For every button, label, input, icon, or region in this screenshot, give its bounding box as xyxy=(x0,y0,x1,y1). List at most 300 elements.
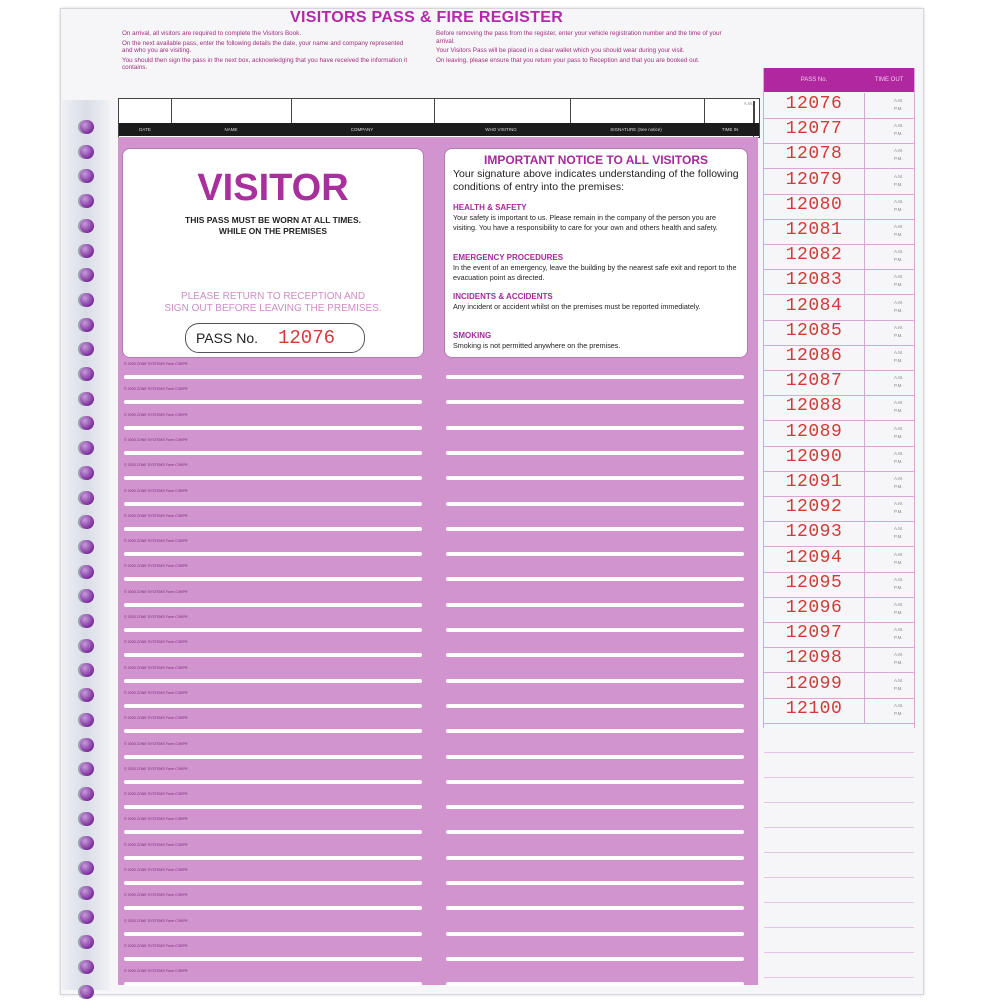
pass-edge xyxy=(446,502,744,506)
date-cell[interactable] xyxy=(119,99,172,123)
notice-title: IMPORTANT NOTICE TO ALL VISITORS xyxy=(483,153,708,167)
pass-footer: © 2005 ZONE SYSTEMS Form CVBPR xyxy=(124,665,188,670)
binder-ring xyxy=(80,219,94,233)
pass-edge xyxy=(124,932,422,936)
pass-edge xyxy=(446,476,744,480)
notice-card xyxy=(444,148,748,358)
pm-label: P.M. xyxy=(894,584,903,590)
pass-number: 12076 xyxy=(278,327,336,349)
column-divider xyxy=(864,647,865,672)
pm-label: P.M. xyxy=(894,282,903,288)
time-out-ampm[interactable] xyxy=(894,122,903,138)
column-divider xyxy=(864,345,865,370)
am-label: A.M. xyxy=(894,324,904,330)
section-heading: EMERGENCY PROCEDURES xyxy=(453,253,564,262)
pm-label: P.M. xyxy=(894,610,903,615)
register-row[interactable] xyxy=(764,521,914,547)
column-divider xyxy=(864,219,865,244)
pass-edge xyxy=(446,400,744,404)
column-divider xyxy=(864,269,865,294)
column-divider xyxy=(864,143,865,168)
register-row[interactable] xyxy=(764,572,914,598)
binder-ring xyxy=(80,639,94,653)
register-pass-number: 12080 xyxy=(785,194,843,215)
pass-footer: © 2005 ZONE SYSTEMS Form CVBPR xyxy=(124,868,188,872)
register-pass-number: 12089 xyxy=(785,421,843,442)
am-label: A.M. xyxy=(894,198,904,204)
pm-label: P.M. xyxy=(894,358,903,363)
am-label: A.M. xyxy=(894,148,904,154)
am-label: A.M. xyxy=(894,501,904,507)
register-row[interactable] xyxy=(764,698,914,724)
pass-edge xyxy=(446,426,744,430)
pass-footer: © 2005 ZONE SYSTEMS Form CVBPR xyxy=(124,589,188,594)
blank-register-line xyxy=(764,752,914,753)
am-label: A.M. xyxy=(894,602,904,607)
blank-register-line xyxy=(764,902,914,903)
am-label: A.M. xyxy=(894,677,904,683)
register-pass-number: 12086 xyxy=(785,346,843,366)
register-entry-row[interactable] xyxy=(118,98,760,138)
register-column-header xyxy=(764,68,914,92)
binder-ring xyxy=(80,293,94,307)
pass-edge xyxy=(446,603,744,607)
am-label: A.M. xyxy=(894,274,904,280)
am-label: A.M. xyxy=(894,450,904,456)
register-row[interactable] xyxy=(764,244,914,270)
binder-ring xyxy=(80,787,94,801)
binder-ring xyxy=(80,441,94,455)
pass-footer: © 2005 ZONE SYSTEMS Form CVBPR xyxy=(124,766,188,771)
blank-register-line xyxy=(764,802,914,803)
column-divider xyxy=(864,118,865,143)
register-pass-number: 12079 xyxy=(785,169,843,190)
am-label: A.M. xyxy=(894,476,904,481)
binder-ring xyxy=(80,565,94,579)
pass-edge xyxy=(446,932,744,936)
pass-edge xyxy=(446,527,744,531)
pass-edge xyxy=(124,476,422,480)
register-row[interactable] xyxy=(764,143,914,169)
pass-footer: © 2005 ZONE SYSTEMS Form CVBPR xyxy=(124,513,188,518)
register-row[interactable] xyxy=(764,673,914,699)
pass-edge xyxy=(446,906,744,910)
register-pass-number: 12083 xyxy=(785,270,843,291)
pm-label: P.M. xyxy=(894,559,903,565)
pm-label: P.M. xyxy=(894,332,903,338)
pass-edge xyxy=(124,982,422,986)
pass-label: PASS No. xyxy=(196,330,258,346)
instruction-text: Your Visitors Pass will be placed in a clear wallet which you should wear during your visit. xyxy=(436,47,685,55)
pass-edge xyxy=(124,957,422,961)
column-labels xyxy=(119,123,759,136)
pass-edge xyxy=(446,805,744,809)
column-divider xyxy=(864,622,865,647)
pass-edge xyxy=(446,552,744,556)
pass-edge xyxy=(446,755,744,759)
column-label: WHO VISITING xyxy=(485,127,517,132)
register-row[interactable] xyxy=(764,597,914,623)
column-label: COMPANY xyxy=(350,127,374,132)
time-out-ampm[interactable] xyxy=(894,147,903,163)
am-label: A.M. xyxy=(894,98,904,103)
return-notice xyxy=(123,291,423,315)
blank-register-line xyxy=(764,977,914,978)
am-label: A.M. xyxy=(894,627,904,633)
column-divider xyxy=(864,194,865,219)
register-pass-number: 12092 xyxy=(785,497,843,518)
am-label: A.M. xyxy=(744,101,754,125)
pass-edge xyxy=(124,729,422,733)
register-pass-number: 12078 xyxy=(785,144,843,165)
pass-edge xyxy=(446,679,744,683)
time-out-ampm[interactable] xyxy=(894,500,903,516)
time-out-ampm[interactable] xyxy=(894,248,903,264)
am-label: A.M. xyxy=(894,551,904,557)
register-pass-number: 12095 xyxy=(785,572,843,593)
section-text: Your safety is important to us. Please remain in the company of the person you are visiting. You have a responsibility to care for your own and others health and safety. xyxy=(453,213,718,232)
pass-edge xyxy=(124,400,422,404)
pm-label: P.M. xyxy=(894,257,903,263)
pass-edge xyxy=(446,881,744,885)
section-text: Smoking is not permitted anywhere on the premises. xyxy=(453,341,621,350)
blank-register-line xyxy=(764,852,914,853)
pass-number-box xyxy=(185,323,365,353)
time-in-cell[interactable] xyxy=(705,99,759,123)
binder-ring xyxy=(80,985,94,999)
binder-ring xyxy=(80,540,94,554)
notice-intro: Your signature above indicates understanding of the following conditions of entry into the premises: xyxy=(453,168,739,193)
column-divider xyxy=(864,496,865,521)
pass-footer: © 2005 ZONE SYSTEMS Form CVBPR xyxy=(124,412,188,417)
column-divider xyxy=(864,320,865,345)
blank-register-line xyxy=(764,777,914,778)
column-divider xyxy=(864,698,865,723)
binder-ring xyxy=(80,318,94,332)
register-row[interactable] xyxy=(764,169,914,195)
time-out-ampm[interactable] xyxy=(894,273,903,289)
pass-edge xyxy=(446,729,744,733)
blank-register-line xyxy=(764,952,914,953)
pass-footer: © 2005 ZONE SYSTEMS Form CVBPR xyxy=(124,969,188,974)
pass-edge xyxy=(124,679,422,683)
am-label: A.M. xyxy=(894,526,904,532)
register-row[interactable] xyxy=(764,194,914,220)
pass-edge xyxy=(124,451,422,455)
register-pass-number: 12100 xyxy=(785,698,843,719)
column-divider xyxy=(864,597,865,622)
register-pass-number: 12091 xyxy=(785,472,843,492)
binder-ring xyxy=(80,861,94,875)
column-divider xyxy=(864,521,865,546)
pm-label: P.M. xyxy=(894,156,903,162)
time-out-ampm[interactable] xyxy=(894,349,903,365)
register-pass-number: 12077 xyxy=(785,119,843,140)
wear-line: WHILE ON THE PREMISES xyxy=(218,226,328,236)
pass-edge xyxy=(124,552,422,556)
time-out-ampm[interactable] xyxy=(894,425,903,441)
section-heading: HEALTH & SAFETY xyxy=(453,203,527,212)
time-out-ampm[interactable] xyxy=(894,626,903,642)
pass-footer: © 2005 ZONE SYSTEMS Form CVBPR xyxy=(124,842,188,847)
column-divider xyxy=(864,395,865,420)
pm-label: P.M. xyxy=(894,710,903,716)
section-heading: SMOKING xyxy=(453,331,492,340)
pass-edge xyxy=(446,577,744,581)
time-out-ampm[interactable] xyxy=(894,299,903,315)
pass-footer: © 2005 ZONE SYSTEMS Form CVBPR xyxy=(124,918,188,923)
binder-ring xyxy=(80,244,94,258)
register-row[interactable] xyxy=(764,421,914,447)
pass-footer: © 2005 ZONE SYSTEMS Form CVBPR xyxy=(124,792,188,797)
pass-edge xyxy=(124,502,422,506)
pass-footer: © 2005 ZONE SYSTEMS Form CVBPR xyxy=(124,437,188,442)
column-label: TIME IN xyxy=(721,127,739,132)
register-row[interactable] xyxy=(764,446,914,472)
register-pass-number: 12076 xyxy=(785,94,843,114)
wear-notice xyxy=(123,215,423,237)
binder-ring xyxy=(80,886,94,900)
pass-footer: © 2005 ZONE SYSTEMS Form CVBPR xyxy=(124,741,188,746)
section-heading: INCIDENTS & ACCIDENTS xyxy=(453,292,553,301)
column-divider xyxy=(864,169,865,194)
pm-label: P.M. xyxy=(894,458,903,464)
am-label: A.M. xyxy=(894,702,904,708)
time-out-ampm[interactable] xyxy=(894,198,903,214)
am-label: A.M. xyxy=(894,425,904,431)
register-pass-number: 12093 xyxy=(785,522,843,543)
binder-ring xyxy=(80,194,94,208)
pass-footer: © 2005 ZONE SYSTEMS Form CVBPR xyxy=(124,893,188,898)
binder-ring xyxy=(80,713,94,727)
pass-edge xyxy=(446,704,744,708)
column-divider xyxy=(864,471,865,496)
pass-footer: © 2005 ZONE SYSTEMS Form CVBPR xyxy=(124,817,188,822)
instruction-text: On arrival, all visitors are required to complete the Visitors Book. xyxy=(122,30,302,37)
time-out-ampm[interactable] xyxy=(894,677,903,693)
pass-footer: © 2005 ZONE SYSTEMS Form CVBPR xyxy=(124,362,188,366)
pass-edge xyxy=(124,906,422,910)
column-divider xyxy=(864,93,865,118)
return-line: PLEASE RETURN TO RECEPTION AND xyxy=(180,291,366,302)
instructions-right xyxy=(436,30,736,66)
column-divider xyxy=(864,370,865,395)
register-pass-number: 12097 xyxy=(785,623,843,644)
am-label: A.M. xyxy=(894,350,904,355)
am-label: A.M. xyxy=(894,576,904,582)
pass-footer: © 2005 ZONE SYSTEMS Form CVBPR xyxy=(124,943,188,948)
binder-ring xyxy=(80,120,94,134)
am-label: A.M. xyxy=(894,173,904,179)
pass-edge xyxy=(124,755,422,759)
register-pass-number: 12082 xyxy=(785,245,843,266)
time-out-ampm[interactable] xyxy=(894,374,903,390)
pm-label: P.M. xyxy=(894,181,903,187)
pm-label: P.M. xyxy=(894,232,903,237)
column-label: SIGNATURE (See notice) xyxy=(610,127,662,132)
pm-label: P.M. xyxy=(894,534,903,540)
register-row[interactable] xyxy=(764,219,914,245)
time-out-ampm[interactable] xyxy=(894,576,903,592)
am-label: A.M. xyxy=(894,224,904,229)
time-out-ampm[interactable] xyxy=(894,601,903,617)
register-pass-number: 12096 xyxy=(785,598,843,618)
pass-edge xyxy=(124,603,422,607)
who-visiting-cell[interactable] xyxy=(435,99,571,123)
binder-ring xyxy=(80,688,94,702)
instruction-text: You should then sign the pass in the next box, acknowledging that you have received the information it contains. xyxy=(122,56,408,72)
pm-label: P.M. xyxy=(894,106,903,111)
register-pass-number: 12099 xyxy=(785,673,843,694)
time-out-ampm[interactable] xyxy=(894,97,903,113)
pm-label: P.M. xyxy=(894,635,903,641)
register-pass-number: 12098 xyxy=(785,648,843,669)
time-out-ampm[interactable] xyxy=(894,525,903,541)
name-cell[interactable] xyxy=(172,99,292,123)
pass-footer: © 2005 ZONE SYSTEMS Form CVBPR xyxy=(124,615,188,619)
visitor-pass-card[interactable] xyxy=(122,148,424,358)
pass-edge xyxy=(446,856,744,860)
pass-edge xyxy=(446,451,744,455)
binder-ring xyxy=(80,935,94,949)
pass-edge xyxy=(124,628,422,632)
pass-edge xyxy=(446,653,744,657)
time-out-ampm[interactable] xyxy=(894,551,903,567)
binder-ring xyxy=(80,145,94,159)
time-out-ampm[interactable] xyxy=(894,450,903,466)
blank-register-line xyxy=(764,827,914,828)
pm-label: P.M. xyxy=(894,433,903,439)
binder-ring xyxy=(80,812,94,826)
register-row[interactable] xyxy=(764,320,914,346)
pm-label: P.M. xyxy=(894,206,903,212)
time-out-ampm[interactable] xyxy=(894,324,903,340)
pass-footer: © 2005 ZONE SYSTEMS Form CVBPR xyxy=(124,539,188,544)
register-row[interactable] xyxy=(764,295,914,321)
register-row[interactable] xyxy=(764,496,914,522)
column-label: NAME xyxy=(224,127,238,132)
time-out-ampm[interactable] xyxy=(894,651,903,667)
am-label: A.M. xyxy=(894,249,904,255)
time-out-ampm[interactable] xyxy=(894,173,903,189)
pm-label: P.M. xyxy=(894,685,903,691)
pm-label: P.M. xyxy=(894,307,903,313)
pass-edge xyxy=(124,856,422,860)
time-out-ampm[interactable] xyxy=(894,399,903,415)
register-pass-number: 12094 xyxy=(785,547,843,568)
time-out-ampm[interactable] xyxy=(894,702,903,718)
register-border xyxy=(914,68,915,728)
pm-label: P.M. xyxy=(894,408,903,414)
pass-footer: © 2005 ZONE SYSTEMS Form CVBPR xyxy=(124,640,188,645)
visitor-heading: VISITOR xyxy=(197,167,349,209)
instruction-text: Before removing the pass from the register, enter your vehicle registration number and the time of your arrival. xyxy=(436,30,722,45)
pass-footer: © 2005 ZONE SYSTEMS Form CVBPR xyxy=(124,564,188,569)
binder-ring xyxy=(80,466,94,480)
time-out-header: TIME OUT xyxy=(874,77,904,83)
pass-edge xyxy=(124,704,422,708)
section-text: In the event of an emergency, leave the building by the nearest safe exit and report to the evacuation point as directed. xyxy=(453,263,737,282)
pass-no-header: PASS No. xyxy=(800,77,828,83)
am-label: A.M. xyxy=(894,123,904,129)
column-divider xyxy=(864,547,865,572)
am-label: A.M. xyxy=(894,375,904,381)
column-divider xyxy=(864,572,865,597)
am-label: A.M. xyxy=(894,652,904,658)
register-row[interactable] xyxy=(764,471,914,497)
register-row[interactable] xyxy=(764,622,914,648)
column-divider xyxy=(864,244,865,269)
column-divider xyxy=(864,446,865,471)
binder-ring xyxy=(80,392,94,406)
pass-footer: © 2005 ZONE SYSTEMS Form CVBPR xyxy=(124,716,188,721)
pass-footer: © 2005 ZONE SYSTEMS Form CVBPR xyxy=(124,463,188,468)
register-pass-number: 12084 xyxy=(785,295,843,316)
pass-footer: © 2005 ZONE SYSTEMS Form CVBPR xyxy=(124,690,188,695)
register-row[interactable] xyxy=(764,647,914,673)
pm-label: P.M. xyxy=(894,484,903,489)
binder-ring xyxy=(80,491,94,505)
time-ampm xyxy=(744,101,755,125)
time-out-ampm[interactable] xyxy=(894,475,903,491)
column-divider xyxy=(864,421,865,446)
register-row[interactable] xyxy=(764,547,914,573)
register-pass-number: 12087 xyxy=(785,371,843,392)
pass-edge xyxy=(446,780,744,784)
register-pass-number: 12090 xyxy=(785,446,843,467)
am-label: A.M. xyxy=(894,299,904,305)
pm-label: P.M. xyxy=(894,660,903,666)
pass-edge xyxy=(446,628,744,632)
pass-edge xyxy=(124,881,422,885)
binder-ring xyxy=(80,738,94,752)
pass-edge xyxy=(124,805,422,809)
column-divider xyxy=(864,295,865,320)
binder-ring xyxy=(80,960,94,974)
time-out-ampm[interactable] xyxy=(894,223,903,239)
register-pass-number: 12085 xyxy=(785,320,843,341)
instruction-text: On the next available pass, enter the following details the date, your name and company represented and who you are visiting. xyxy=(122,39,404,55)
pass-edge xyxy=(446,830,744,834)
register-row[interactable] xyxy=(764,269,914,295)
blank-register-line xyxy=(764,927,914,928)
register-row[interactable] xyxy=(764,118,914,144)
register-row[interactable] xyxy=(764,345,914,371)
section-text: Any incident or accident whilst on the premises must be reported immediately. xyxy=(453,302,701,311)
wear-line: THIS PASS MUST BE WORN AT ALL TIMES. xyxy=(185,215,361,225)
blank-register-line xyxy=(764,877,914,878)
instructions-left xyxy=(122,30,412,74)
signature-cell[interactable] xyxy=(571,99,705,123)
pass-edge xyxy=(124,375,422,379)
company-cell[interactable] xyxy=(292,99,434,123)
instruction-text: On leaving, please ensure that you return your pass to Reception and that you are booked out. xyxy=(436,56,700,64)
pass-edge xyxy=(446,375,744,379)
register-row[interactable] xyxy=(764,370,914,396)
pass-edge xyxy=(124,577,422,581)
pass-edge xyxy=(124,426,422,430)
pm-label: P.M. xyxy=(894,509,903,515)
pm-label: P.M. xyxy=(894,131,903,137)
pass-footer: © 2005 ZONE SYSTEMS Form CVBPR xyxy=(124,387,188,392)
pass-edge xyxy=(446,957,744,961)
pass-edge xyxy=(124,653,422,657)
register-pass-number: 12088 xyxy=(785,396,843,417)
register-row[interactable] xyxy=(764,93,914,119)
pass-edge xyxy=(124,830,422,834)
page-title: VISITORS PASS & FIRE REGISTER xyxy=(290,9,564,26)
register-row[interactable] xyxy=(764,395,914,421)
